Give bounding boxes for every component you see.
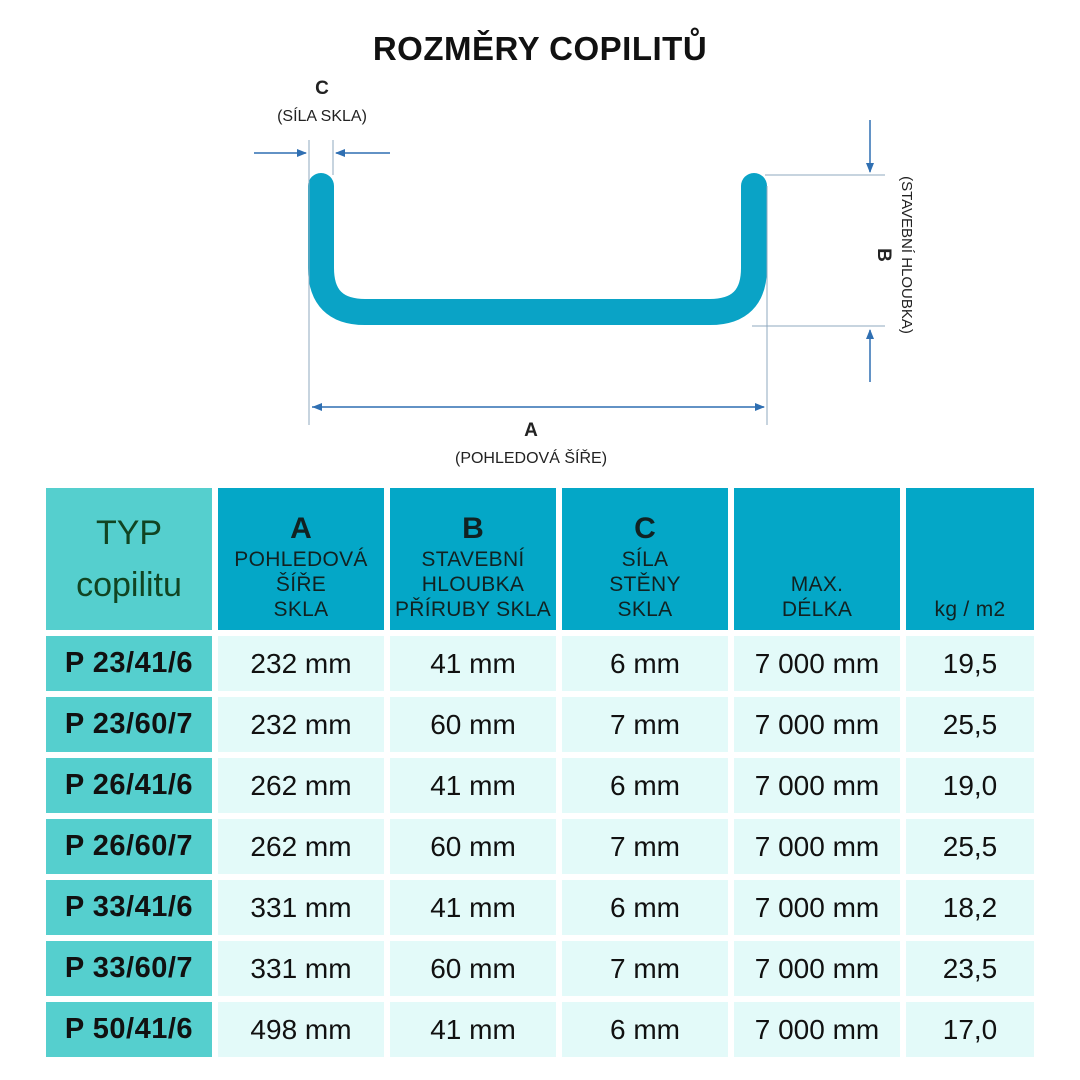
header-col-c-line3: SKLA [617,598,673,621]
table-cell-length: 7 000 mm [734,697,900,752]
header-col-length-line1: MAX. [790,573,844,596]
header-col-b-letter: B [462,512,484,545]
table-cell-b: 60 mm [390,819,556,874]
table-cell-b: 41 mm [390,636,556,691]
header-type [46,488,212,630]
table-cell-weight: 23,5 [906,941,1034,996]
header-col-length-line2: DÉLKA [781,598,853,621]
table-cell-weight: 17,0 [906,1002,1034,1057]
dimensions-table [46,488,1034,1058]
table-cell-c: 6 mm [562,636,728,691]
header-col-b [390,488,556,630]
header-col-c-letter: C [634,512,656,545]
table-cell-a: 232 mm [218,636,384,691]
table-cell-b: 41 mm [390,758,556,813]
table-cell-type: P 26/41/6 [46,758,212,813]
table-cell-a: 331 mm [218,941,384,996]
table-cell-weight: 18,2 [906,880,1034,935]
table-cell-weight: 25,5 [906,819,1034,874]
c-label: (SÍLA SKLA) [277,108,367,125]
header-col-a-line2: ŠÍŘE [275,573,327,596]
table-cell-c: 7 mm [562,819,728,874]
table-cell-a: 262 mm [218,758,384,813]
header-col-b-line1: STAVEBNÍ [421,548,525,571]
table-cell-b: 60 mm [390,697,556,752]
table-cell-c: 6 mm [562,758,728,813]
header-col-a-letter: A [290,512,312,545]
header-type-line1: TYP [95,514,163,552]
u-profile-shape [321,186,754,312]
table-cell-type: P 23/60/7 [46,697,212,752]
table-cell-length: 7 000 mm [734,758,900,813]
table-cell-weight: 25,5 [906,697,1034,752]
table-cell-type: P 33/41/6 [46,880,212,935]
table-cell-length: 7 000 mm [734,880,900,935]
a-letter: A [524,420,538,441]
table-cell-type: P 50/41/6 [46,1002,212,1057]
header-col-c-line1: SÍLA [621,548,669,571]
table-cell-b: 60 mm [390,941,556,996]
table-cell-a: 331 mm [218,880,384,935]
table-cell-type: P 23/41/6 [46,636,212,691]
profile-diagram [0,0,1080,480]
table-cell-length: 7 000 mm [734,941,900,996]
header-col-b-line2: HLOUBKA [421,573,525,596]
header-col-a-line3: SKLA [273,598,329,621]
b-letter: B [873,248,894,262]
header-type-line2: copilitu [76,566,182,604]
table-cell-c: 6 mm [562,880,728,935]
b-label: (STAVEBNÍ HLOUBKA) [898,176,915,334]
page-title: ROZMĚRY COPILITŮ [372,30,708,67]
table-cell-type: P 26/60/7 [46,819,212,874]
table-cell-a: 262 mm [218,819,384,874]
table-cell-c: 6 mm [562,1002,728,1057]
table-cell-length: 7 000 mm [734,1002,900,1057]
extension-lines [309,140,885,425]
header-col-weight [906,488,1034,630]
table-cell-weight: 19,5 [906,636,1034,691]
header-col-weight-line1: kg / m2 [934,598,1006,621]
table-cell-a: 498 mm [218,1002,384,1057]
header-col-c [562,488,728,630]
header-col-a [218,488,384,630]
table-cell-length: 7 000 mm [734,636,900,691]
table-cell-c: 7 mm [562,697,728,752]
table-cell-b: 41 mm [390,880,556,935]
a-label: (POHLEDOVÁ ŠÍŘE) [454,450,608,467]
header-col-c-line2: STĚNY [609,573,681,596]
table-cell-b: 41 mm [390,1002,556,1057]
table-cell-c: 7 mm [562,941,728,996]
header-col-a-line1: POHLEDOVÁ [234,548,368,571]
table-cell-a: 232 mm [218,697,384,752]
table-cell-type: P 33/60/7 [46,941,212,996]
table-cell-length: 7 000 mm [734,819,900,874]
c-letter: C [315,78,329,99]
table-cell-weight: 19,0 [906,758,1034,813]
header-col-b-line3: PŘÍRUBY SKLA [394,598,552,621]
header-col-length [734,488,900,630]
